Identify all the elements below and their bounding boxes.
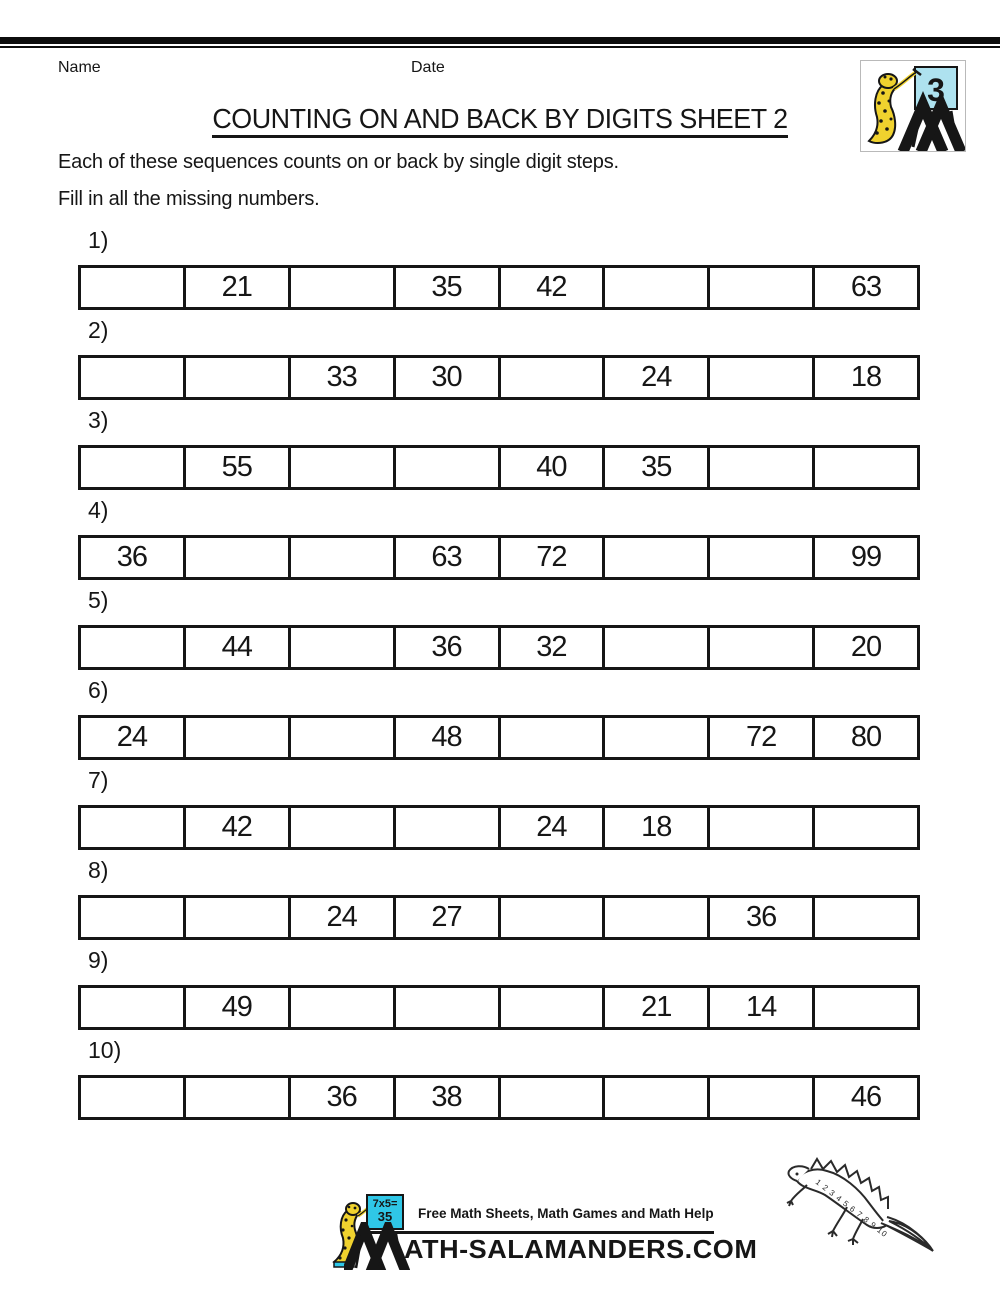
sequence-cell: 40: [501, 448, 606, 487]
sequence-cell: 24: [605, 358, 710, 397]
sequence-cell[interactable]: [81, 358, 186, 397]
sequence-cell[interactable]: [396, 808, 501, 847]
sequence-cell[interactable]: [501, 898, 606, 937]
footer-tagline: Free Math Sheets, Math Games and Math Help: [418, 1206, 714, 1221]
sequence-cell[interactable]: [710, 1078, 815, 1117]
sequence-cell: 32: [501, 628, 606, 667]
problem-number: 9): [88, 947, 109, 973]
sequence-cell[interactable]: [710, 448, 815, 487]
problem-number: 8): [88, 857, 109, 883]
sequence-cell: 36: [81, 538, 186, 577]
sequence-row: [78, 625, 920, 670]
sequence-cell[interactable]: [710, 628, 815, 667]
sequence-cell[interactable]: [501, 718, 606, 757]
problem-number: 10): [88, 1037, 122, 1063]
sequence-row: [78, 355, 920, 400]
sequence-cell[interactable]: [710, 808, 815, 847]
sequence-cell[interactable]: [291, 988, 396, 1027]
sequence-row: [78, 265, 920, 310]
sequence-cell: 42: [186, 808, 291, 847]
sequence-cell[interactable]: [605, 538, 710, 577]
footer-logo: [330, 1192, 758, 1276]
sequence-cell[interactable]: [186, 898, 291, 937]
logo-card-number: 3: [927, 72, 945, 108]
sequence-cell[interactable]: [605, 268, 710, 307]
sequence-cell: 72: [501, 538, 606, 577]
sequence-cell[interactable]: [291, 628, 396, 667]
lizard-numbers: 1 2 3 4 5 6 7 8 9 10: [813, 1177, 890, 1240]
sequence-cell[interactable]: [81, 988, 186, 1027]
sequence-cell[interactable]: [186, 718, 291, 757]
instruction-line-2: Fill in all the missing numbers.: [58, 188, 320, 210]
instruction-line-1: Each of these sequences counts on or back by single digit steps.: [58, 151, 619, 173]
sequence-cell: 80: [850, 721, 882, 753]
sequence-cell[interactable]: [501, 988, 606, 1027]
date-label: Date: [411, 59, 445, 76]
sequence-cell: 55: [186, 448, 291, 487]
problem-number: 6): [88, 677, 109, 703]
sequence-cell[interactable]: [291, 538, 396, 577]
sequence-cell: 24: [81, 718, 186, 757]
sequence-cell[interactable]: [396, 988, 501, 1027]
sequence-cell: 27: [396, 898, 501, 937]
sequence-cell[interactable]: [605, 898, 710, 937]
sequence-cell[interactable]: [815, 898, 917, 937]
sequence-cell[interactable]: [396, 448, 501, 487]
site-logo-badge: [860, 60, 966, 152]
sequence-cell: 24: [291, 898, 396, 937]
sequence-cell[interactable]: [291, 268, 396, 307]
sequence-cell: 21: [186, 268, 291, 307]
sequence-cell[interactable]: [81, 448, 186, 487]
problem-number: 1): [88, 227, 109, 253]
sequence-cell[interactable]: [815, 988, 917, 1027]
sequence-cell: 72: [710, 718, 815, 757]
sequence-cell[interactable]: [186, 1078, 291, 1117]
sequence-cell: 36: [396, 628, 501, 667]
top-rule-thick: [0, 37, 1000, 44]
sequence-row: [78, 1075, 920, 1120]
sequence-row: [78, 535, 920, 580]
sequence-cell[interactable]: [501, 1078, 606, 1117]
name-label: Name: [58, 59, 101, 76]
sequence-cell: 18: [850, 361, 882, 393]
sequence-cell: 44: [186, 628, 291, 667]
sequence-cell: 63: [396, 538, 501, 577]
sequence-cell[interactable]: [291, 448, 396, 487]
sequence-cell[interactable]: [815, 808, 917, 847]
sequence-row: [78, 985, 920, 1030]
problem-number: 2): [88, 317, 109, 343]
sequence-cell: 35: [605, 448, 710, 487]
sequence-row: [78, 445, 920, 490]
sequence-cell[interactable]: [710, 358, 815, 397]
problem-number: 5): [88, 587, 109, 613]
sequence-cell[interactable]: [81, 268, 186, 307]
board-equation: 7x5=: [372, 1198, 398, 1210]
sequence-cell: 42: [501, 268, 606, 307]
sequence-cell: 36: [710, 898, 815, 937]
sequence-cell: 20: [850, 631, 882, 663]
salamander-writing-icon: [861, 61, 965, 151]
sequence-cell[interactable]: [710, 538, 815, 577]
sequence-cell[interactable]: [710, 268, 815, 307]
sequence-cell[interactable]: [81, 898, 186, 937]
footer-site-name: ATH-SALAMANDERS.COM: [404, 1234, 758, 1264]
top-rule-thin: [0, 46, 1000, 48]
board-answer: 35: [377, 1209, 393, 1225]
sequence-row: [78, 895, 920, 940]
sequence-cell[interactable]: [605, 628, 710, 667]
sequence-cell: 38: [396, 1078, 501, 1117]
sequence-cell[interactable]: [186, 538, 291, 577]
sequence-cell[interactable]: [605, 1078, 710, 1117]
sequence-cell[interactable]: [81, 628, 186, 667]
sequence-cell[interactable]: [291, 718, 396, 757]
page-title: COUNTING ON AND BACK BY DIGITS SHEET 2: [20, 103, 980, 135]
sequence-cell: 35: [396, 268, 501, 307]
sequence-cell[interactable]: [186, 358, 291, 397]
sequence-cell: 99: [850, 541, 882, 573]
sequence-cell[interactable]: [605, 718, 710, 757]
problem-number: 7): [88, 767, 109, 793]
sequence-cell: 14: [710, 988, 815, 1027]
sequence-cell: 30: [396, 358, 501, 397]
sequence-cell[interactable]: [81, 808, 186, 847]
sequence-cell: 36: [291, 1078, 396, 1117]
sequence-cell: 33: [291, 358, 396, 397]
sequence-cell: 21: [605, 988, 710, 1027]
sequence-cell: 48: [396, 718, 501, 757]
sequence-cell[interactable]: [81, 1078, 186, 1117]
sequence-cell[interactable]: [501, 358, 606, 397]
sequence-cell: 49: [186, 988, 291, 1027]
sequence-cell[interactable]: [291, 808, 396, 847]
counting-lizard-icon: [785, 1145, 945, 1260]
sequence-row: [78, 805, 920, 850]
problem-number: 3): [88, 407, 109, 433]
sequence-row: [78, 715, 920, 760]
sequence-cell: 24: [501, 808, 606, 847]
sequence-cell: 18: [605, 808, 710, 847]
sequence-cell[interactable]: [815, 448, 917, 487]
problem-number: 4): [88, 497, 109, 523]
sequence-cell: 46: [850, 1081, 882, 1113]
sequence-cell: 63: [850, 271, 882, 303]
footer-m-icon: [344, 1222, 410, 1270]
